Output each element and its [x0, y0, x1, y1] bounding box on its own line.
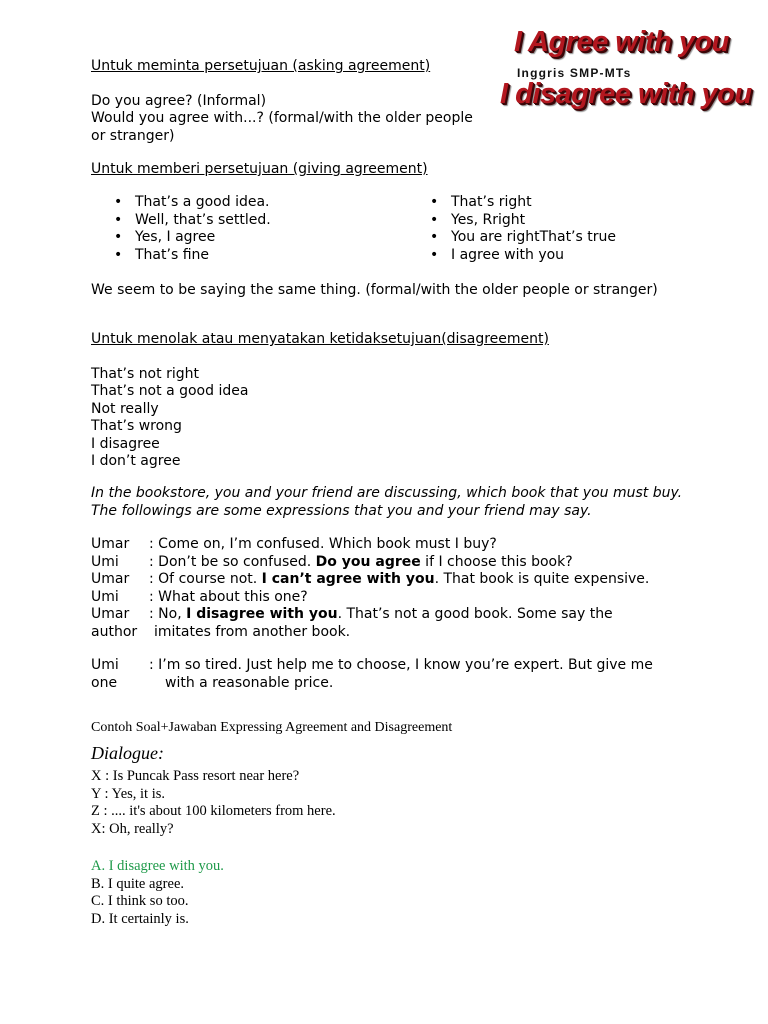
utterance: : I’m so tired. Just help me to choose, I know you’re expert. But give me: [149, 657, 653, 673]
utterance: : What about this one?: [149, 588, 308, 605]
situation-text: [91, 485, 682, 520]
dialogue-line: [91, 554, 653, 572]
asking-heading: Untuk meminta persetujuan (asking agreement): [91, 58, 431, 74]
quiz-dialogue: [91, 768, 336, 838]
giving-heading: Untuk memberi persetujuan (giving agreement): [91, 161, 428, 177]
dialogue-line: [91, 657, 653, 675]
utterance: if I choose this book?: [420, 553, 573, 570]
disagree-line: I don’t agree: [91, 453, 181, 469]
quiz-line: Y : Yes, it is.: [91, 785, 166, 802]
dialogue-line: [91, 571, 653, 589]
speaker: Umi: [91, 657, 119, 673]
utterance: : Don’t be so confused.: [149, 553, 316, 570]
quiz-title: Contoh Soal+Jawaban Expressing Agreement and Disagreement: [91, 720, 453, 735]
quiz-options: [91, 858, 224, 928]
answer-option: C. I think so too.: [91, 893, 189, 909]
quiz-line: X: Oh, really?: [91, 820, 174, 837]
giving-list-left: [111, 194, 271, 264]
utterance: imitates from another book.: [154, 623, 351, 640]
asking-line: Would you agree with...? (formal/with the older people: [91, 110, 473, 126]
dialogue-label: Dialogue:: [91, 743, 164, 763]
dialogue-line: [91, 624, 653, 642]
list-item: • Well, that’s settled.: [111, 212, 271, 230]
utterance: author: [91, 623, 138, 640]
logo-title-agree: I Agree with you: [514, 26, 729, 58]
utterance: : Come on, I’m confused. Which book must I buy?: [149, 536, 497, 552]
list-item: • That’s right: [427, 194, 616, 212]
situation-line: The followings are some expressions that you and your friend may say.: [91, 502, 592, 519]
quiz-line: Z : .... it's about 100 kilometers from here.: [91, 803, 336, 819]
speaker: Umar: [91, 606, 130, 622]
asking-section: [91, 58, 473, 145]
speaker: Umar: [91, 536, 130, 552]
speaker: Umi: [91, 588, 119, 605]
speaker: Umi: [91, 553, 119, 570]
quiz-line: X : Is Puncak Pass resort near here?: [91, 768, 300, 784]
logo-subtitle: Inggris SMP-MTs: [517, 66, 632, 80]
asking-line: Do you agree? (Informal): [91, 92, 267, 109]
disagree-line: That’s not a good idea: [91, 383, 249, 399]
speaker: Umar: [91, 571, 130, 587]
list-item: • That’s a good idea.: [111, 194, 271, 212]
dialogue-line: [91, 589, 653, 607]
list-item: • I agree with you: [427, 247, 616, 265]
highlight-expression: I can’t agree with you: [261, 571, 435, 587]
disagree-line: That’s not right: [91, 365, 199, 382]
list-item: • Yes, Rright: [427, 212, 616, 230]
asking-line: or stranger): [91, 127, 175, 144]
utterance: . That book is quite expensive.: [434, 571, 650, 587]
list-item: • You are rightThat’s true: [427, 229, 616, 247]
answer-option-correct: A. I disagree with you.: [91, 858, 224, 874]
utterance: with a reasonable price.: [165, 674, 334, 691]
dialogue-line: [91, 536, 653, 554]
dialogue-line: [91, 675, 653, 693]
utterance: : Of course not.: [149, 571, 262, 587]
highlight-expression: I disagree with you: [186, 606, 338, 622]
disagree-heading: Untuk menolak atau menyatakan ketidaksetujuan(disagreement): [91, 331, 549, 347]
utterance: . That’s not a good book. Some say the: [337, 606, 613, 622]
giving-list-right: [427, 194, 616, 264]
list-item: • That’s fine: [111, 247, 271, 265]
dialogue-line: [91, 606, 653, 624]
disagree-section: [91, 331, 549, 471]
disagree-line: Not really: [91, 400, 159, 417]
answer-option: B. I quite agree.: [91, 875, 185, 892]
situation-line: In the bookstore, you and your friend are discussing, which book that you must buy.: [91, 485, 683, 501]
list-item: • Yes, I agree: [111, 229, 271, 247]
disagree-line: That’s wrong: [91, 418, 182, 434]
giving-note: We seem to be saying the same thing. (formal/with the older people or stranger): [91, 282, 658, 298]
disagree-line: I disagree: [91, 435, 160, 452]
logo-title-disagree: I disagree with you: [500, 78, 752, 110]
utterance: one: [91, 674, 118, 691]
answer-option: D. It certainly is.: [91, 910, 189, 927]
highlight-expression: Do you agree: [315, 553, 421, 570]
conversation: [91, 536, 653, 692]
utterance: : No,: [149, 606, 187, 622]
